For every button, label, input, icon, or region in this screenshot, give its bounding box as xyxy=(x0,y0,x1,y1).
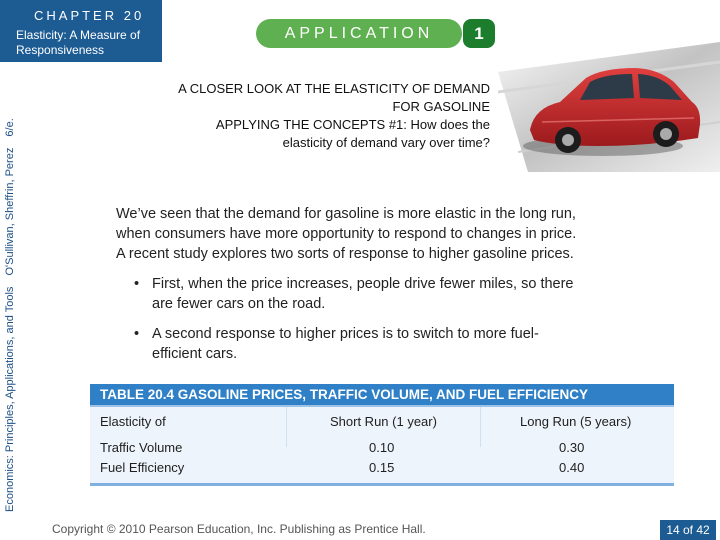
intro-line-2: FOR GASOLINE xyxy=(392,99,490,114)
table-row-label: Traffic Volume xyxy=(100,440,183,455)
table-title-text: TABLE 20.4 GASOLINE PRICES, TRAFFIC VOLUME, AND FUEL EFFICIENCY xyxy=(100,387,589,402)
bullet-1-line-2: are fewer cars on the road. xyxy=(152,296,326,312)
table-header-cell: Elasticity of xyxy=(100,414,166,429)
intro-line-3: APPLYING THE CONCEPTS #1: How does the xyxy=(215,117,490,132)
page-number: 14 of 42 xyxy=(660,520,716,540)
chapter-subtitle-line-1: Elasticity: A Measure of xyxy=(16,28,141,42)
body-paragraph xyxy=(116,204,628,264)
body-line-2: when consumers have more opportunity to respond to changes in price. xyxy=(116,226,577,242)
table-column-divider xyxy=(480,407,481,447)
application-label: APPLICATION xyxy=(256,19,462,48)
body-line-1: We’ve seen that the demand for gasoline is more elastic in the long run, xyxy=(116,206,576,222)
table-header-cell: Long Run (5 years) xyxy=(520,414,632,429)
book-title: Economics: Principles, Applications, and Tools xyxy=(4,286,16,512)
bullet-1-line-1: First, when the price increases, people drive fewer miles, so there xyxy=(152,276,574,292)
table-cell: 0.15 xyxy=(369,460,395,475)
elasticity-table xyxy=(90,384,674,486)
chapter-title: CHAPTER 20 xyxy=(34,8,145,23)
intro-line-4: elasticity of demand vary over time? xyxy=(282,135,490,150)
table-header-cell: Short Run (1 year) xyxy=(330,414,437,429)
application-number: 1 xyxy=(463,19,495,48)
chapter-header xyxy=(0,0,162,62)
intro-line-1: A CLOSER LOOK AT THE ELASTICITY OF DEMAND xyxy=(178,81,490,96)
bullet-2-line-1: A second response to higher prices is to switch to more fuel- xyxy=(152,326,539,342)
table-column-divider xyxy=(286,407,287,447)
book-authors: O'Sullivan, Sheffrin, Perez xyxy=(4,147,16,276)
copyright-footer: Copyright © 2010 Pearson Education, Inc. Publishing as Prentice Hall. xyxy=(52,522,426,536)
body-line-3: A recent study explores two sorts of response to higher gasoline prices. xyxy=(116,246,574,262)
table-bottom-rule xyxy=(90,483,674,486)
red-car-photo xyxy=(498,42,720,172)
table-cell: 0.40 xyxy=(559,460,585,475)
chapter-subtitle-line-2: Responsiveness xyxy=(16,43,105,57)
bullet-icon: • xyxy=(134,276,140,292)
table-row-label: Fuel Efficiency xyxy=(100,460,185,475)
table-cell: 0.30 xyxy=(559,440,585,455)
book-edition: 6/e. xyxy=(4,118,16,137)
bullet-icon: • xyxy=(134,326,140,342)
book-citation-sidebar xyxy=(4,72,16,512)
bullet-2-line-2: efficient cars. xyxy=(152,346,238,362)
table-divider xyxy=(90,405,674,407)
application-intro xyxy=(140,80,490,152)
table-cell: 0.10 xyxy=(369,440,395,455)
table-title xyxy=(90,384,674,405)
